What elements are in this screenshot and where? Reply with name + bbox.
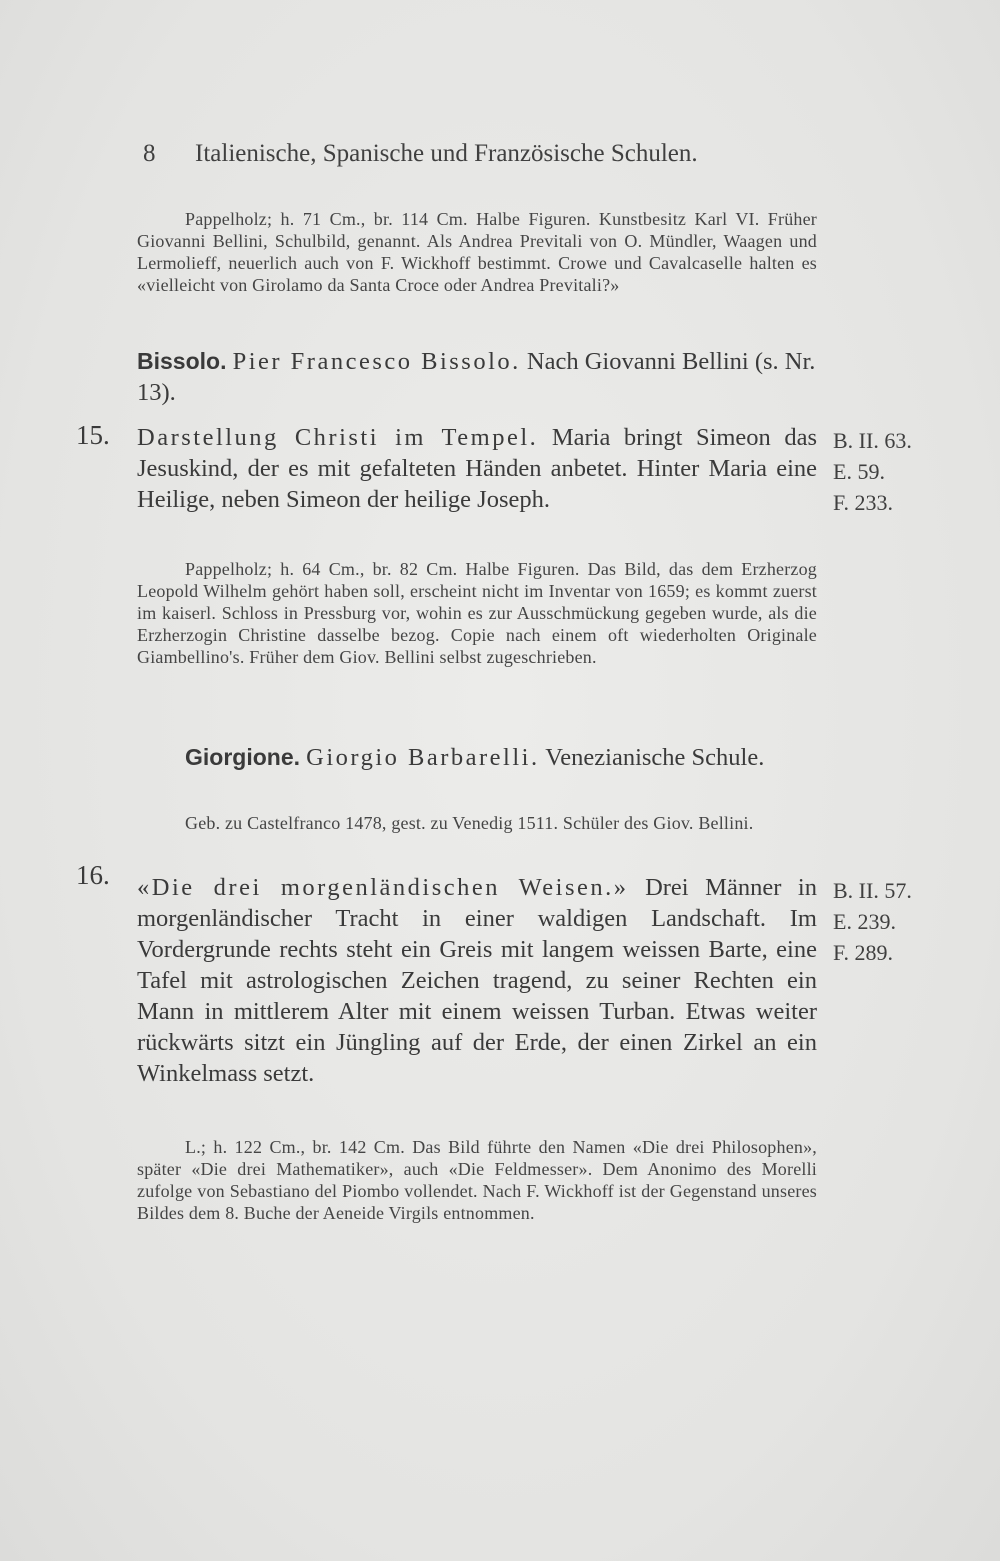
entry-16 xyxy=(137,872,817,1089)
note-previous-entry: Pappelholz; h. 71 Cm., br. 114 Cm. Halbe Figuren. Kunstbesitz Karl VI. Früher Giovanni Bellini, Schulbild, genannt. Als Andrea Previtali von O. Mündler, Waagen und Lermolieff, neuerlich auch von F. Wickhoff bestimmt. Crowe und Cavalcaselle halten es «vielleicht von Girolamo da Santa Croce oder Andrea Previtali?» xyxy=(137,209,817,295)
artist-heading-bissolo xyxy=(137,346,817,408)
entry-15-references xyxy=(833,425,953,518)
artist-heading-giorgione xyxy=(137,742,817,773)
entry-description: Maria bringt Simeon das Jesuskind, der es mit gefalteten Händen anbetet. Hinter Maria eine Heilige, neben Simeon der heilige Joseph. xyxy=(137,424,818,513)
entry-number: 15. xyxy=(76,420,110,450)
reference: F. 289. xyxy=(833,940,893,965)
artist-name: Bissolo. xyxy=(137,348,227,374)
reference: B. II. 57. xyxy=(833,878,912,903)
running-title: Italienische, Spanische und Französische Schulen. xyxy=(195,140,698,167)
entry-15 xyxy=(137,422,817,515)
entry-15-note: Pappelholz; h. 64 Cm., br. 82 Cm. Halbe Figuren. Das Bild, das dem Erzherzog Leopold Wilhelm gehört haben soll, erscheint nicht im Inventar von 1659; es kommt zuerst im kaiserl. Schloss in Pressburg vor, wohin es zur Ausschmückung gegeben wurde, als die Erzherzogin Christine dasselbe bezog. Copie nach einem oft wiederholten Originale Giambellino's. Früher dem Giov. Bellini selbst zugeschrieben. xyxy=(137,559,817,667)
reference: E. 59. xyxy=(833,459,885,484)
reference: F. 233. xyxy=(833,490,893,515)
entry-16-references xyxy=(833,875,953,968)
entry-title: Darstellung Christi im Tempel. xyxy=(137,424,539,451)
entry-number: 16. xyxy=(76,860,110,890)
page-header xyxy=(143,140,783,168)
artist-note: Nach Giovanni Bellini (s. Nr. 13). xyxy=(137,348,816,406)
artist-biography: Geb. zu Castelfranco 1478, gest. zu Venedig 1511. Schüler des Giov. Bellini. xyxy=(185,813,754,833)
reference: B. II. 63. xyxy=(833,428,912,453)
artist-fullname: Giorgio Barbarelli. xyxy=(306,744,540,771)
artist-fullname: Pier Francesco Bissolo. xyxy=(232,348,521,375)
artist-name: Giorgione. xyxy=(185,744,300,770)
artist-note: Venezianische Schule. xyxy=(545,744,765,771)
entry-description: Drei Männer in morgenländischer Tracht in einer waldigen Landschaft. Im Vordergrunde rechts steht ein Greis mit langem weissen Barte, eine Tafel mit astrologischen Zeichen tragend, zu seiner Rechten ein Mann in mittlerem Alter mit einem weissen Turban. Etwas weiter rückwärts sitzt ein Jüngling auf der Erde, der einen Zirkel an ein Winkelmass setzt. xyxy=(137,874,817,1087)
reference: E. 239. xyxy=(833,909,896,934)
page-number: 8 xyxy=(143,140,156,167)
entry-title: «Die drei morgenländischen Weisen.» xyxy=(137,874,629,901)
entry-16-note: L.; h. 122 Cm., br. 142 Cm. Das Bild führte den Namen «Die drei Philosophen», später «Die drei Mathematiker», auch «Die Feldmesser». Dem Anonimo des Morelli zufolge von Sebastiano del Piombo vollendet. Nach F. Wickhoff ist der Gegenstand unseres Bildes dem 8. Buche der Aeneide Virgils entnommen. xyxy=(137,1137,817,1223)
